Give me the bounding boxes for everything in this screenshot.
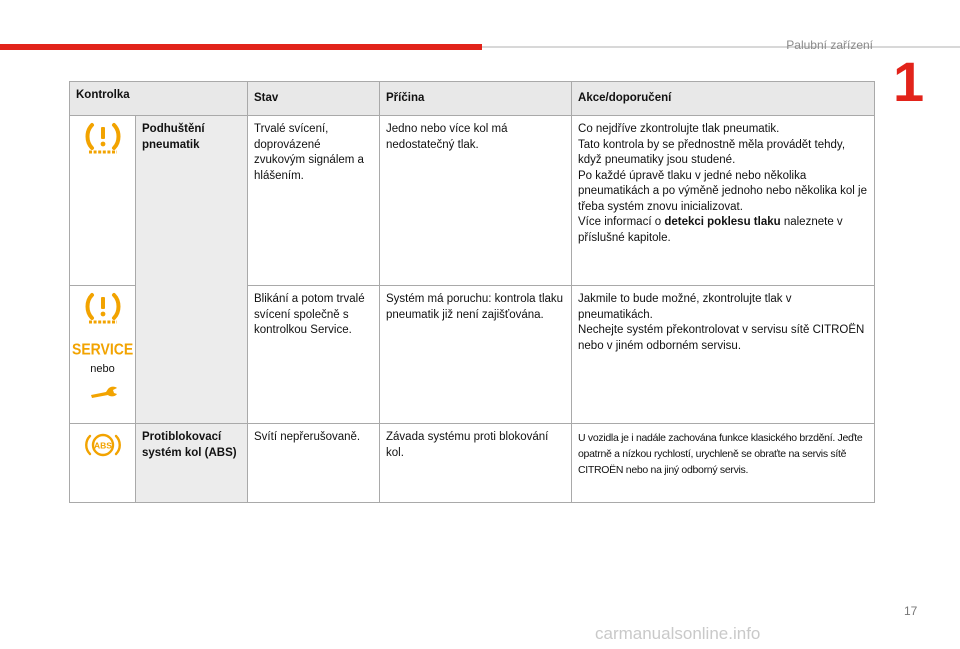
action-cell [572,116,875,286]
table-row [70,424,875,503]
column-header-pricina: Příčina [380,82,572,116]
icon-cell [70,116,136,286]
section-title: Palubní zařízení [786,38,873,52]
action-line: Po každé úpravě tlaku v jedné nebo několika pneumatikách a po výměně jednoho nebo několika kol je třeba systém znovu inicializovat. [578,169,867,213]
tire-pressure-warning-icon [83,292,123,328]
table-row [70,116,875,286]
column-header-kontrolka: Kontrolka [70,82,248,116]
action-line: Tato kontrola by se přednostně měla provádět tehdy, když pneumatiky jsou studené. [578,138,846,166]
watermark: carmanualsonline.info [595,624,761,643]
state-cell: Trvalé svícení, doprovázené zvukovým signálem a hlášením. [248,116,380,286]
state-cell: Blikání a potom trvalé svícení společně s kontrolkou Service. [248,286,380,424]
column-header-stav: Stav [248,82,380,116]
icon-cell [70,286,136,424]
action-more-bold: detekci poklesu tlaku [664,216,781,228]
chapter-number: 1 [893,50,925,113]
wrench-icon [88,385,118,401]
tire-pressure-warning-icon [83,122,123,158]
page-number: 17 [904,604,918,618]
warning-name-tire: Podhuštění pneumatik [136,116,248,424]
action-cell [572,286,875,424]
table-header-row [70,82,875,116]
action-line: Jakmile to bude možné, zkontrolujte tlak v pneumatikách. [578,293,792,321]
abs-icon-label: ABS [93,440,112,451]
action-more-suffix: naleznete v příslušné kapitole. [578,216,843,244]
cause-cell: Jedno nebo více kol má nedostatečný tlak. [380,116,572,286]
header-divider [482,46,960,48]
abs-warning-icon [84,430,122,460]
cause-cell: Závada systému proti blokování kol. [380,424,572,503]
cause-cell: Systém má poruchu: kontrola tlaku pneumatik již není zajišťována. [380,286,572,424]
warning-name-abs: Protiblokovací systém kol (ABS) [136,424,248,503]
action-cell: U vozidla je i nadále zachována funkce klasického brzdění. Jeďte opatrně a nízkou rychlostí, urychleně se obraťte na servis sítě CITROËN nebo na jiný odborný servis. [572,424,875,503]
header-red-bar [0,44,482,50]
state-cell: Svítí nepřerušovaně. [248,424,380,503]
service-label: SERVICE [72,339,134,359]
column-header-akce: Akce/doporučení [572,82,875,116]
action-more-prefix: Více informací o [578,216,665,228]
icon-cell [70,424,136,503]
action-line: Co nejdříve zkontrolujte tlak pneumatik. [578,123,780,135]
action-line: Nechejte systém překontrolovat v servisu sítě CITROËN nebo v jiném odborném servisu. [578,324,865,352]
or-label: nebo [90,362,115,375]
warning-lights-table [69,81,875,503]
